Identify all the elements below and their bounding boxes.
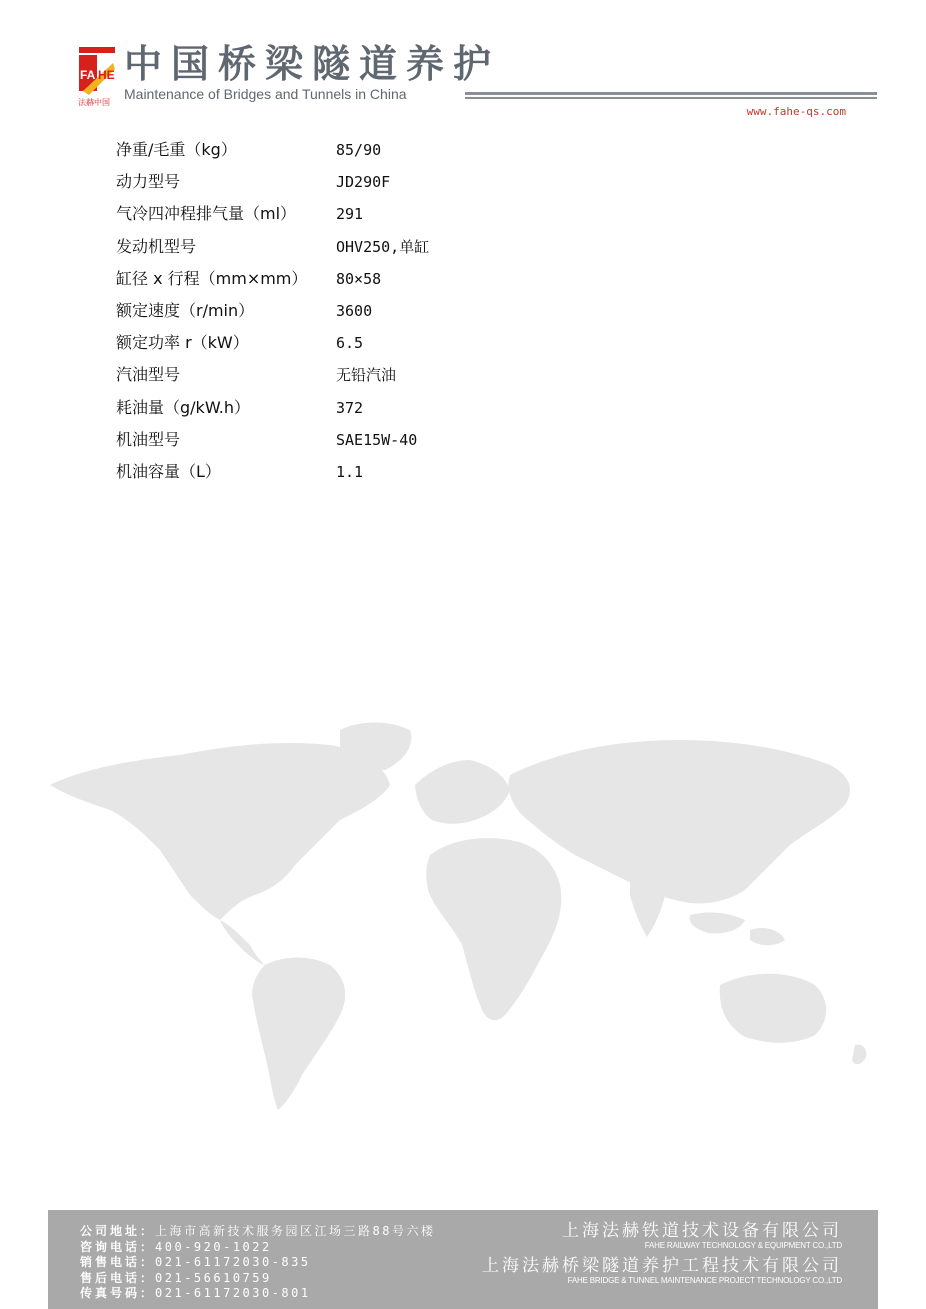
- world-map-background: [40, 715, 890, 1115]
- spec-value: SAE15W-40: [336, 430, 418, 449]
- contact-value: 021-61172030-801: [155, 1286, 311, 1300]
- spec-value: 80×58: [336, 269, 382, 288]
- contact-fax: [80, 1286, 435, 1302]
- company-name-en: FAHE BRIDGE & TUNNEL MAINTENANCE PROJECT TECHNOLOGY CO.,LTD: [567, 1276, 842, 1285]
- contact-key: 咨询电话：: [80, 1239, 156, 1254]
- company-name-en: FAHE RAILWAY TECHNOLOGY & EQUIPMENT CO.,LTD: [644, 1241, 842, 1250]
- spec-value: 85/90: [336, 141, 382, 159]
- spec-label: 动力型号: [116, 172, 181, 192]
- company-name-cn: 上海法赫铁道技术设备有限公司: [562, 1221, 842, 1241]
- company-bridge-tunnel: [482, 1257, 842, 1286]
- spec-label: 缸径 x 行程（mm×mm）: [116, 268, 308, 288]
- spec-value: 372: [336, 398, 364, 417]
- spec-label: 机油容量（L）: [116, 461, 221, 481]
- contact-value: 上海市高新技术服务园区江场三路88号六楼: [155, 1224, 436, 1238]
- company-railway: [562, 1222, 842, 1251]
- spec-label: 额定速度（r/min）: [116, 300, 255, 320]
- header-rule-thin: [465, 97, 877, 99]
- site-title-cn: 中国桥梁隧道养护: [124, 42, 501, 86]
- contact-block: [80, 1224, 435, 1302]
- spec-value: 无铅汽油: [336, 366, 397, 385]
- contact-sales: [80, 1255, 435, 1271]
- spec-value: 6.5: [336, 334, 364, 353]
- contact-value: 400-920-1022: [155, 1239, 272, 1254]
- contact-value: 021-61172030-835: [155, 1255, 311, 1269]
- spec-value: 1.1: [336, 462, 364, 481]
- spec-label: 额定功率 r（kW）: [116, 333, 249, 353]
- contact-address: [80, 1224, 435, 1240]
- contact-aftersales: [80, 1271, 435, 1287]
- spec-label: 发动机型号: [116, 236, 197, 256]
- spec-value: JD290F: [336, 173, 391, 192]
- contact-value: 021-56610759: [155, 1270, 272, 1285]
- spec-value: 291: [336, 205, 364, 224]
- contact-hotline: [80, 1240, 435, 1256]
- spec-label: 机油型号: [116, 429, 181, 449]
- contact-key: 传真号码：: [80, 1286, 156, 1300]
- fahe-logo: [77, 43, 117, 107]
- spec-label: 耗油量（g/kW.h）: [116, 397, 251, 417]
- svg-text:FA: FA: [80, 68, 96, 82]
- spec-label: 净重/毛重（kg）: [116, 140, 237, 159]
- contact-key: 公司地址：: [80, 1224, 156, 1238]
- header-rule: [465, 92, 877, 95]
- company-name-cn: 上海法赫桥梁隧道养护工程技术有限公司: [482, 1256, 842, 1276]
- svg-text:法赫中国: 法赫中国: [78, 98, 110, 107]
- site-title-en: Maintenance of Bridges and Tunnels in China: [124, 86, 407, 102]
- contact-key: 售后电话：: [80, 1270, 156, 1285]
- contact-key: 销售电话：: [80, 1255, 156, 1269]
- spec-label: 汽油型号: [116, 365, 181, 385]
- spec-label: 气冷四冲程排气量（ml）: [116, 204, 297, 224]
- website-link[interactable]: www.fahe-qs.com: [746, 105, 846, 118]
- svg-text:HE: HE: [98, 68, 115, 82]
- spec-value: OHV250,单缸: [336, 237, 430, 256]
- page-header: [0, 0, 926, 125]
- spec-value: 3600: [336, 301, 373, 320]
- page-footer: [48, 1210, 878, 1309]
